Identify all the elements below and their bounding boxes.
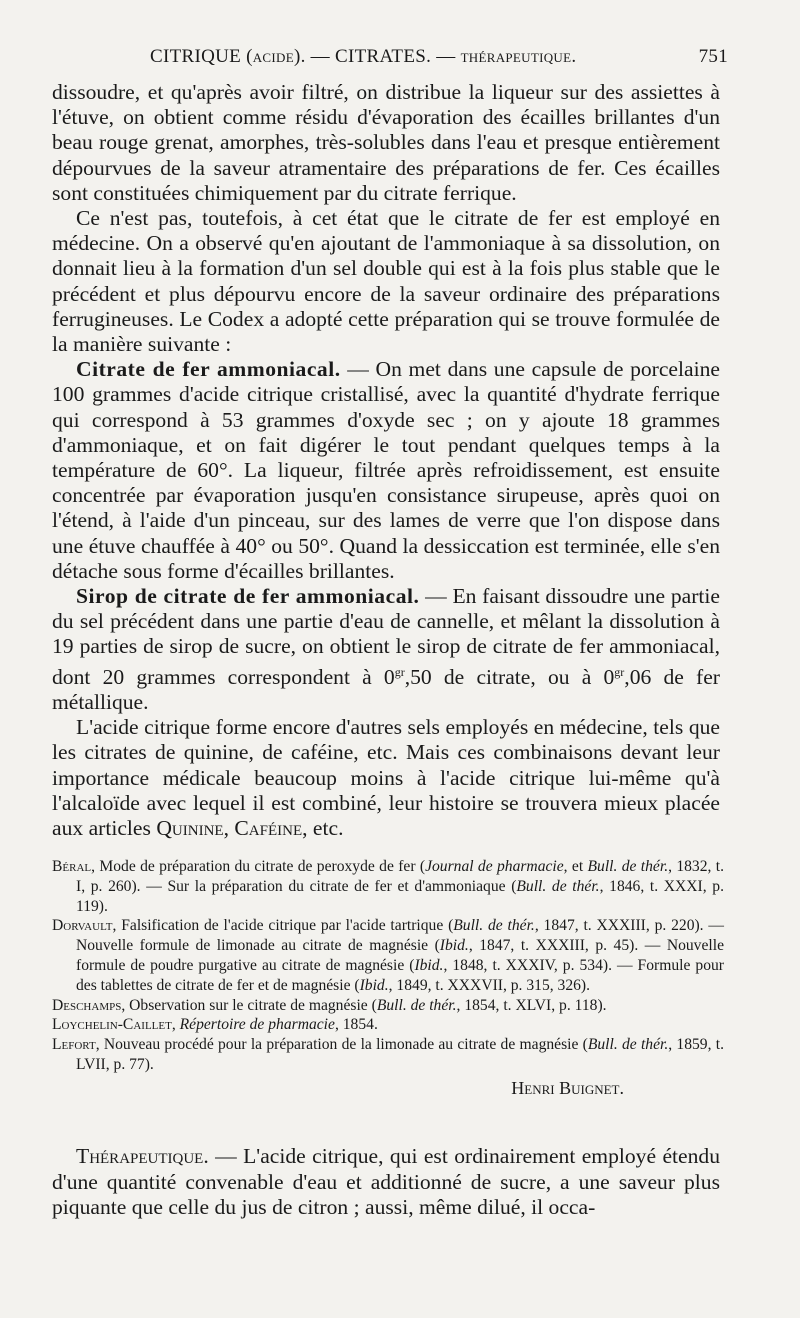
paragraph-citrate-intro: Ce n'est pas, toutefois, à cet état que le citrate de fer est employé en médecine. On a observé qu'en ajoutant de l'ammoniaque à sa dissolution, on donnait lieu à la formation d'un sel double qui est à la fois plus stable que le précédent et plus dépourvu encore de la saveur ordinaire des préparations ferrugineuses. Le Codex a adopté cette préparation qui se trouve formulée de la manière suivante : (52, 206, 720, 357)
paragraph-sirop: Sirop de citrate de fer ammoniacal. — En faisant dissoudre une partie du sel précédent dans une partie d'eau de cannelle, et mêlant la dissolution à 19 parties de sirop de sucre, on obtient le sirop de citrate de fer ammoniacal, dont 20 grammes correspondent à $0^{gr},50$ de citrate, ou à $0^{gr},06$ de fer métallique. (52, 584, 720, 715)
heading-sirop: Sirop de citrate de fer ammoniacal. (76, 584, 420, 609)
reference-entry: Deschamps, Observation sur le citrate de magnésie (Bull. de thér., 1854, t. XLVI, p. 118). (52, 996, 607, 1014)
reference-entry: Lefort, Nouveau procédé pour la préparation de la limonade au citrate de magnésie (Bull. de thér., 1859, t. LVII, p. 77). (52, 1036, 724, 1073)
bibliography (52, 857, 724, 1075)
main-text (52, 80, 720, 841)
paragraph-other-salts: L'acide citrique forme encore d'autres sels employés en médecine, tels que les citrates de quinine, de caféine, etc. Mais ces combinaisons devant leur importance médicale beaucoup moins à l'acide citrique lui-même qu'à l'alcaloïde avec lequel il est combiné, leur histoire se trouvera mieux placée aux articles Quinine, Caféine, etc. (52, 715, 720, 841)
reference-entry: Béral, Mode de préparation du citrate de peroxyde de fer (Journal de pharmacie, et Bull. de thér., 1832, t. I, p. 260). — Sur la préparation du citrate de fer et d'ammoniaque (Bull. de thér., 1846, t. XXXI, p. 119). (52, 858, 724, 915)
paragraph-therapeutique: Thérapeutique. — L'acide citrique, qui est ordinairement employé étendu d'une quantité convenable d'eau et additionné de sucre, a une saveur plus piquante que celle du jus de citron ; aussi, même dilué, il occa- (52, 1144, 720, 1219)
heading-citrate-ammoniacal: Citrate de fer ammoniacal. (76, 357, 341, 382)
heading-therapeutique: Thérapeutique. (76, 1144, 209, 1168)
reference-entry: Loychelin-Caillet, Répertoire de pharmacie, 1854. (52, 1016, 378, 1034)
author-signature: Henri Buignet. (511, 1078, 624, 1098)
paragraph-continuation: dissoudre, et qu'après avoir filtré, on distribue la liqueur sur des assiettes à l'étuve, on obtient comme résidu d'évaporation des écailles brillantes d'un beau rouge grenat, amorphes, très-solubles dans l'eau et presque entièrement dépourvues de la saveur atramentaire des préparations de fer. Ces écailles sont constituées chimiquement par du citrate ferrique. (52, 80, 720, 205)
paragraph-citrate-ammoniacal: Citrate de fer ammoniacal. — On met dans une capsule de porcelaine 100 grammes d'acide citrique cristallisé, avec la quantité d'hydrate ferrique qui correspond à 53 grammes d'oxyde sec ; on y ajoute 18 grammes d'ammoniaque, et on fait digérer le tout pendant quelques temps à la température de 60°. La liqueur, filtrée après refroidissement, est ensuite concentrée par évaporation jusqu'en consistance sirupeuse, après quoi on l'étend, à l'aide d'un pinceau, sur des lames de verre que l'on dispose dans une étuve chauffée à 40° ou 50°. Quand la dessiccation est terminée, elle s'en détache sous forme d'écailles brillantes. (52, 357, 720, 583)
reference-entry: Dorvault, Falsification de l'acide citrique par l'acide tartrique (Bull. de thér., 1847, t. XXXIII, p. 220). — Nouvelle formule de limonade au citrate de magnésie (Ibid., 1847, t. XXXIII, p. 45). — Nouvelle formule de poudre purgative au citrate de magnésie (Ibid., 1848, t. XXXIV, p. 534). — Formule pour des tablettes de citrate de fer et de magnésie (Ibid., 1849, t. XXXVII, p. 315, 326). (52, 917, 724, 994)
page-number: 751 (698, 46, 728, 67)
running-title: CITRIQUE (acide). — CITRATES. — thérapeutique. (150, 46, 577, 67)
therapeutique-section (52, 1144, 720, 1221)
